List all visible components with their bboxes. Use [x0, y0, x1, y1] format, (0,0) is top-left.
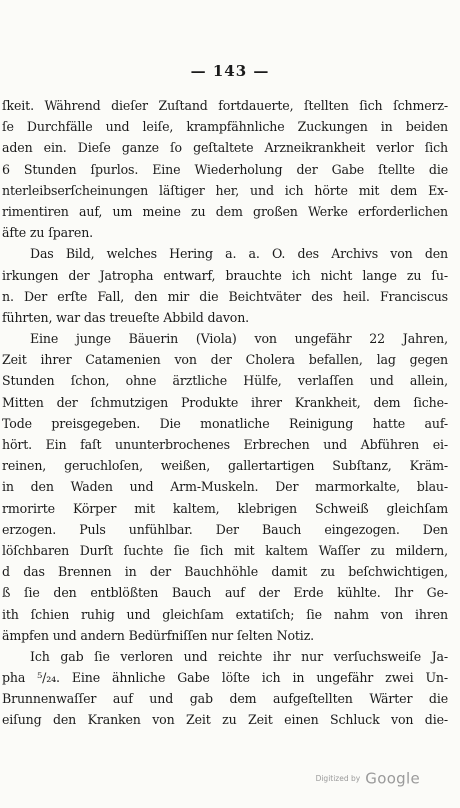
text-line: Tode preisgegeben. Die monatliche Reinigung hatte auf- [2, 415, 448, 431]
text-line: pha ⁵/₂₄. Eine ähnliche Gabe löſte ich in ungefähr zwei Un- [2, 670, 448, 686]
text-line: hört. Ein faſt ununterbrochenes Erbrechen und Abführen ei- [2, 437, 448, 452]
text-line: rmorirte Körper mit kaltem, klebrigen Schweiß gleichſam [2, 500, 448, 516]
text-line: ämpfen und andern Bedürfniſſen nur ſelten Notiz. [2, 627, 315, 643]
text-line: ith ſchien ruhig und gleichſam extatiſch; ſie nahm von ihren [2, 606, 448, 622]
watermark-prefix: Digitized by [315, 774, 361, 783]
text-line: eiſung den Kranken von Zeit zu Zeit einen Schluck von die- [2, 712, 448, 728]
page-number: — 143 — [190, 62, 270, 80]
text-line: Stunden ſchon, ohne ärztliche Hülfe, verlaſſen und allein, [2, 373, 448, 389]
text-line: Ich gab ſie verloren und reichte ihr nur verſuchsweiſe Ja- [30, 648, 448, 664]
text-line: Das Bild, welches Hering a. a. O. des Archivs von den [30, 246, 448, 262]
text-line: 6 Stunden ſpurlos. Eine Wiederholung der Gabe ſtellte die [2, 161, 448, 177]
digitized-by-google-watermark [316, 768, 420, 788]
text-line: n. Der erſte Fall, den mir die Beichtväter des heil. Franciscus [2, 288, 448, 304]
watermark-brand: Google [365, 769, 420, 788]
text-line: Brunnenwaſſer auf und gab dem aufgeſtellten Wärter die [2, 691, 448, 707]
text-line: irkungen der Jatropha entwarf, brauchte ich nicht lange zu ſu- [2, 267, 448, 283]
text-line: rimentiren auf, um meine zu dem großen Werke erforderlichen [2, 203, 448, 219]
text-line: d das Brennen in der Bauchhöhle damit zu beſchwichtigen, [2, 564, 448, 580]
text-line: äfte zu ſparen. [2, 225, 94, 241]
text-line: reinen, geruchloſen, weißen, gallertartigen Subſtanz, Kräm- [2, 458, 448, 474]
text-line: ſe Durchfälle und leiſe, krampfähnliche Zuckungen in beiden [2, 119, 448, 135]
text-line: in den Waden und Arm-Muskeln. Der marmorkalte, blau- [2, 479, 448, 495]
body-text [0, 95, 452, 731]
text-line: nterleibserſcheinungen läſtiger her, und ich hörte mit dem Ex- [2, 182, 448, 198]
text-line: aden ein. Dieſe ganze ſo geſtaltete Arzneikrankheit verlor ſich [2, 140, 448, 156]
text-line: löſchbaren Durſt ſuchte ſie ſich mit kaltem Waſſer zu mildern, [2, 542, 448, 558]
text-line: ſkeit. Während dieſer Zuſtand fortdauerte, ſtellten ſich ſchmerz- [2, 98, 448, 113]
text-line: führten, war das treueſte Abbild davon. [2, 309, 250, 325]
text-line: erzogen. Puls unfühlbar. Der Bauch eingezogen. Den [2, 521, 448, 537]
text-line: Mitten der ſchmutzigen Produkte ihrer Krankheit, dem ſiche- [2, 394, 448, 410]
text-line: Zeit ihrer Catamenien von der Cholera befallen, lag gegen [2, 352, 448, 368]
text-line: Eine junge Bäuerin (Viola) von ungefähr 22 Jahren, [30, 331, 448, 347]
text-line: ß ſie den entblößten Bauch auf der Erde kühlte. Ihr Ge- [2, 585, 448, 601]
